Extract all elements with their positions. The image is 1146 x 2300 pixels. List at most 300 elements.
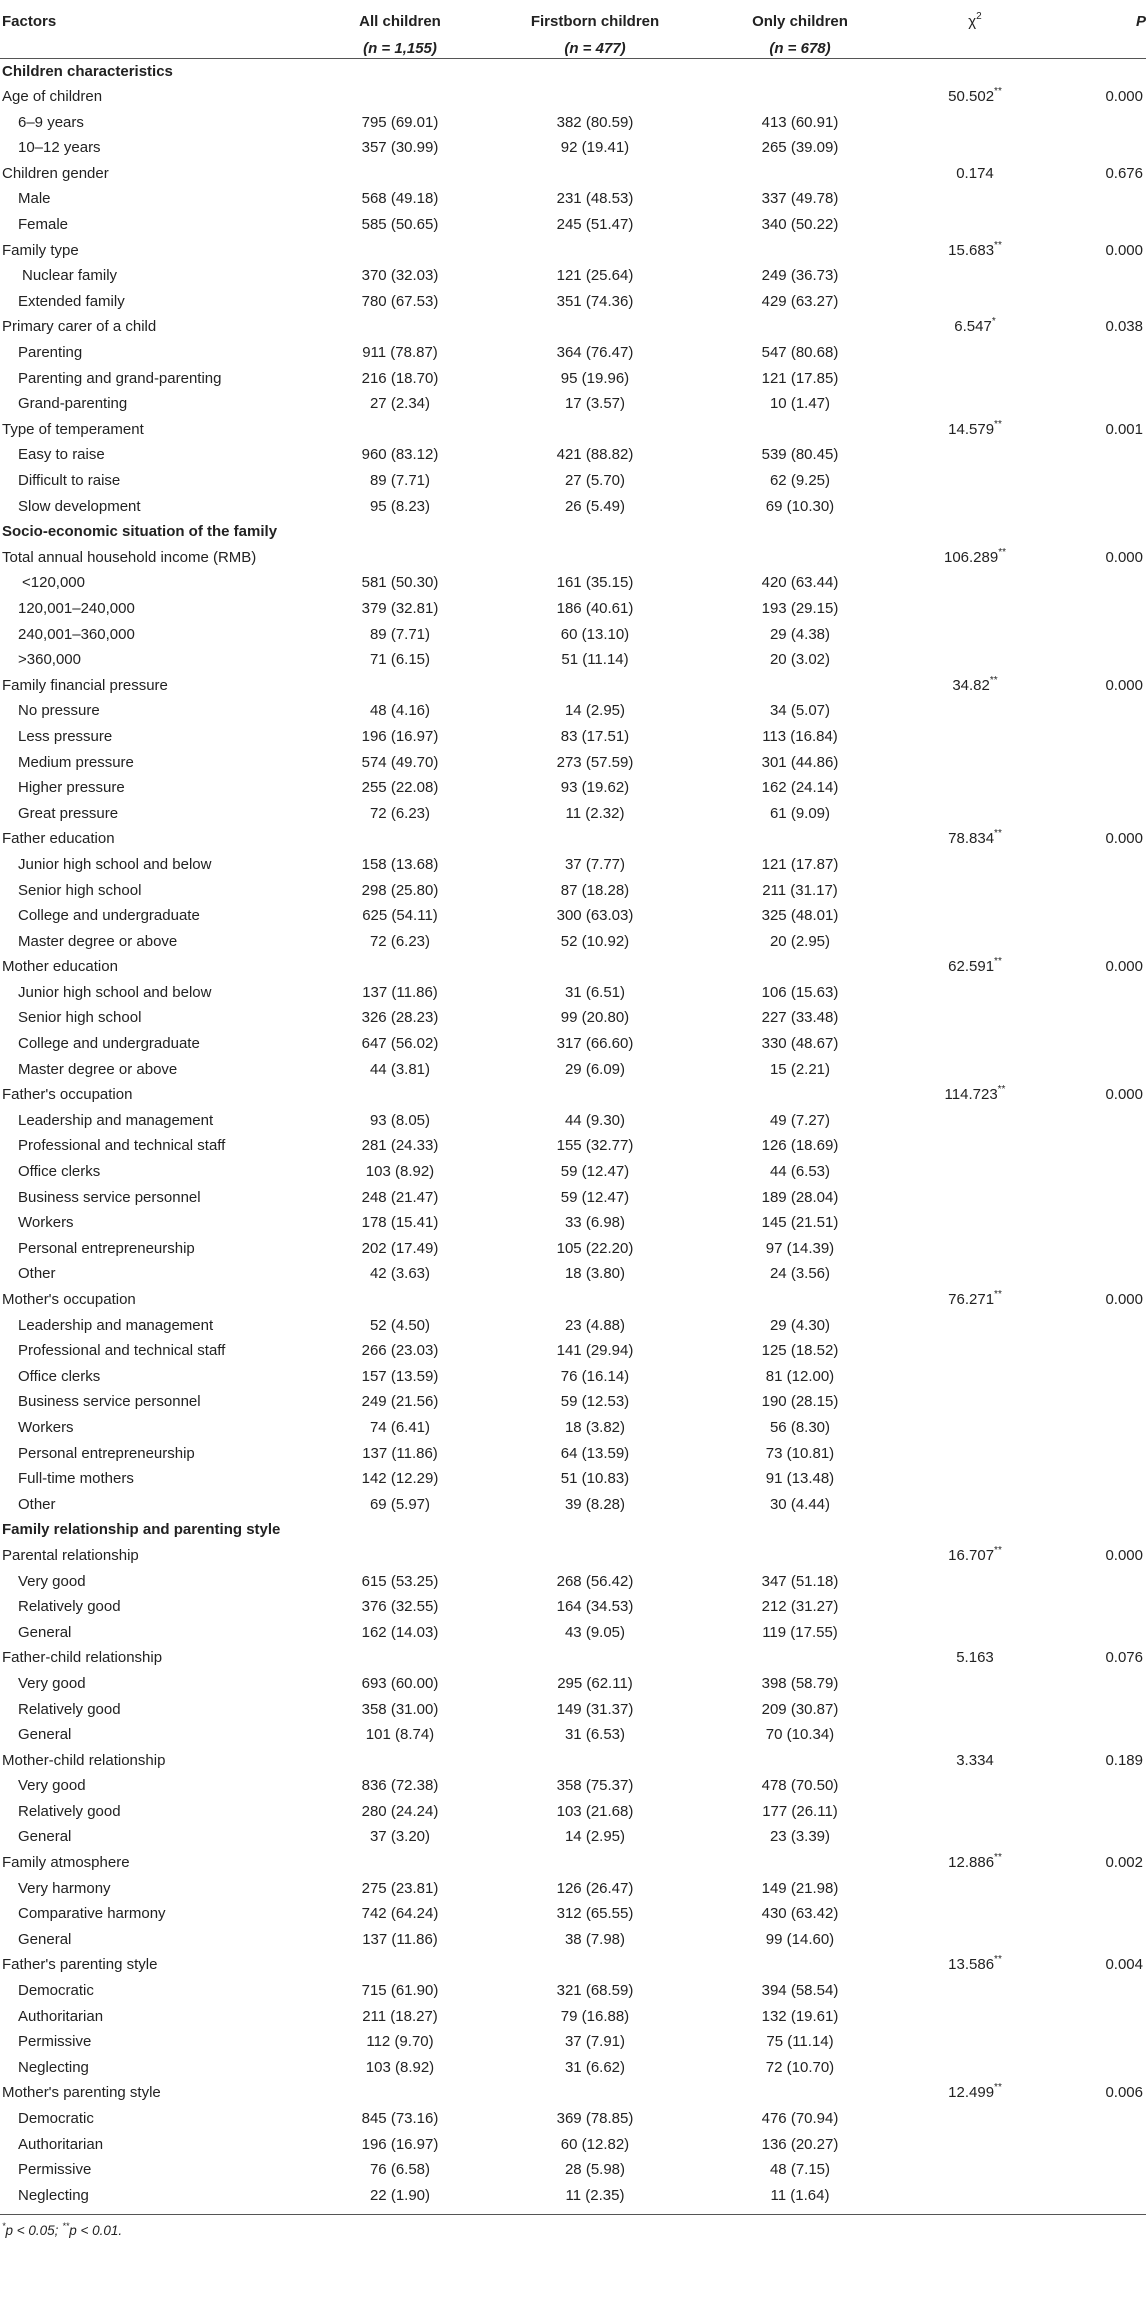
only-children-cell: 119 (17.55) xyxy=(762,1623,838,1641)
p-value-cell xyxy=(1040,622,1146,648)
only-children-cell: 10 (1.47) xyxy=(769,395,831,413)
factor-label: Family type xyxy=(2,241,79,259)
only-children-cell: 30 (4.44) xyxy=(769,1495,831,1513)
chi-square-value: 62.591 xyxy=(948,958,995,976)
chi-square-value: 13.586 xyxy=(948,1956,995,1974)
p-value-cell xyxy=(1040,366,1146,392)
all-children-cell xyxy=(300,826,500,852)
firstborn-cell xyxy=(500,2080,690,2106)
only-children-cell xyxy=(690,417,910,443)
factor-row xyxy=(0,673,1146,699)
firstborn-cell xyxy=(500,1543,690,1569)
table-row xyxy=(0,1773,1146,1799)
factor-label: Father education xyxy=(2,830,115,848)
chi-square-cell xyxy=(910,1082,1040,1108)
factor-label: Father's occupation xyxy=(2,1086,133,1104)
level-label: Senior high school xyxy=(18,1009,142,1027)
chi-square-cell xyxy=(910,1620,1040,1646)
table-row xyxy=(0,1824,1146,1850)
firstborn-cell: 64 (13.59) xyxy=(560,1444,630,1462)
chi-square-cell xyxy=(910,1952,1040,1978)
level-label: Very good xyxy=(18,1572,86,1590)
table-row xyxy=(0,1492,1146,1518)
only-children-cell: 15 (2.21) xyxy=(769,1060,831,1078)
significance-marker: * xyxy=(991,316,996,328)
firstborn-cell: 18 (3.80) xyxy=(564,1265,626,1283)
chi-square-cell xyxy=(910,2055,1040,2081)
factor-label: Family financial pressure xyxy=(2,676,168,694)
all-children-cell xyxy=(300,314,500,340)
firstborn-cell: 37 (7.77) xyxy=(564,855,626,873)
chi-square-value: 12.886 xyxy=(948,1854,995,1872)
p-value-cell: 0.038 xyxy=(1105,318,1143,336)
all-children-cell: 196 (16.97) xyxy=(361,2135,439,2153)
firstborn-cell: 14 (2.95) xyxy=(564,702,626,720)
all-children-cell: 248 (21.47) xyxy=(361,1188,439,1206)
firstborn-cell: 43 (9.05) xyxy=(564,1623,626,1641)
level-label: Office clerks xyxy=(18,1367,101,1385)
all-children-cell: 101 (8.74) xyxy=(365,1726,435,1744)
chi-square-cell xyxy=(910,186,1040,212)
only-children-cell: 61 (9.09) xyxy=(769,804,831,822)
p-value-cell: 0.000 xyxy=(1105,830,1143,848)
only-children-cell: 209 (30.87) xyxy=(761,1700,839,1718)
chi-square-cell xyxy=(910,698,1040,724)
all-children-cell: 71 (6.15) xyxy=(369,651,431,669)
p-value-cell xyxy=(1040,1031,1146,1057)
factor-label: Primary carer of a child xyxy=(2,318,157,336)
factor-label: Father-child relationship xyxy=(2,1649,163,1667)
table-row xyxy=(0,1722,1146,1748)
only-children-cell xyxy=(690,238,910,264)
only-children-cell: 121 (17.87) xyxy=(761,855,839,873)
chi-square-cell xyxy=(910,1645,1040,1671)
level-label: Other xyxy=(18,1495,56,1513)
level-label: Authoritarian xyxy=(18,2007,104,2025)
firstborn-cell: 155 (32.77) xyxy=(556,1137,634,1155)
p-value-cell xyxy=(1040,468,1146,494)
level-label: Leadership and management xyxy=(18,1316,214,1334)
all-children-cell: 103 (8.92) xyxy=(365,2058,435,2076)
firstborn-cell: 39 (8.28) xyxy=(564,1495,626,1513)
all-children-cell: 42 (3.63) xyxy=(369,1265,431,1283)
level-label: Very good xyxy=(18,1674,86,1692)
firstborn-cell: 126 (26.47) xyxy=(556,1879,634,1897)
level-label: General xyxy=(18,1930,72,1948)
only-children-cell xyxy=(690,161,910,187)
all-children-cell: 27 (2.34) xyxy=(369,395,431,413)
chi-square-cell xyxy=(910,468,1040,494)
table-row xyxy=(0,1901,1146,1927)
firstborn-cell: 28 (5.98) xyxy=(564,2161,626,2179)
firstborn-cell: 321 (68.59) xyxy=(556,1982,634,2000)
only-children-cell: 20 (3.02) xyxy=(769,651,831,669)
p-value-cell xyxy=(1040,1057,1146,1083)
all-children-cell xyxy=(300,161,500,187)
firstborn-cell: 60 (12.82) xyxy=(560,2135,630,2153)
level-label: Easy to raise xyxy=(18,446,105,464)
p-value-cell xyxy=(1040,1133,1146,1159)
section-row xyxy=(0,58,1146,84)
level-label: Difficult to raise xyxy=(18,472,121,489)
only-children-cell: 97 (14.39) xyxy=(765,1239,835,1257)
factor-row xyxy=(0,417,1146,443)
only-children-cell xyxy=(690,826,910,852)
firstborn-cell xyxy=(500,1748,690,1774)
all-children-cell: 326 (28.23) xyxy=(361,1009,439,1027)
level-label: Medium pressure xyxy=(18,753,134,771)
p-value-cell xyxy=(1040,1389,1146,1415)
only-children-cell: 23 (3.39) xyxy=(769,1828,831,1846)
p-value-cell xyxy=(1040,1415,1146,1441)
only-children-cell xyxy=(690,2080,910,2106)
p-value-cell xyxy=(1040,903,1146,929)
chi-square-cell xyxy=(910,1313,1040,1339)
chi-square-cell xyxy=(910,161,1040,187)
firstborn-cell: 59 (12.47) xyxy=(560,1188,630,1206)
all-children-cell: 72 (6.23) xyxy=(369,932,431,950)
chi-square-cell xyxy=(910,545,1040,571)
only-children-cell xyxy=(690,1287,910,1313)
chi-square-cell xyxy=(910,1850,1040,1876)
level-label: Very harmony xyxy=(18,1879,111,1897)
factor-row xyxy=(0,545,1146,571)
table-row xyxy=(0,1159,1146,1185)
all-children-cell: 76 (6.58) xyxy=(369,2161,431,2179)
p-value-cell: 0.001 xyxy=(1105,420,1143,438)
chi-square-cell xyxy=(910,1364,1040,1390)
all-children-cell: 72 (6.23) xyxy=(369,804,431,822)
significance-marker: ** xyxy=(994,828,1002,840)
all-children-cell: 112 (9.70) xyxy=(366,2033,434,2051)
factor-label: Mother's occupation xyxy=(2,1291,136,1308)
firstborn-cell: 60 (13.10) xyxy=(560,625,630,643)
chi-square-cell xyxy=(910,2004,1040,2030)
section-row xyxy=(0,519,1146,545)
all-children-cell: 960 (83.12) xyxy=(361,446,439,464)
p-value-cell xyxy=(1040,647,1146,673)
table-row xyxy=(0,2055,1146,2081)
p-value-cell: 0.000 xyxy=(1105,241,1143,259)
only-children-cell: 24 (3.56) xyxy=(769,1265,831,1283)
table-row xyxy=(0,1031,1146,1057)
factor-label: Mother-child relationship xyxy=(2,1751,166,1769)
level-label: Permissive xyxy=(18,2161,92,2179)
table-row xyxy=(0,1978,1146,2004)
only-children-cell: 193 (29.15) xyxy=(761,599,839,617)
all-children-cell xyxy=(300,1645,500,1671)
table-row xyxy=(0,340,1146,366)
only-children-cell: 430 (63.42) xyxy=(761,1905,839,1923)
level-label: Personal entrepreneurship xyxy=(18,1444,195,1462)
p-value-cell: 0.000 xyxy=(1105,88,1143,106)
firstborn-cell: 27 (5.70) xyxy=(564,472,626,489)
only-children-cell: 420 (63.44) xyxy=(761,574,839,592)
table-row xyxy=(0,2132,1146,2158)
level-label: Comparative harmony xyxy=(18,1905,166,1923)
chi-square-cell xyxy=(910,980,1040,1006)
table-row xyxy=(0,1057,1146,1083)
p-value-cell xyxy=(1040,2106,1146,2132)
p-value-cell: 0.002 xyxy=(1105,1854,1143,1872)
only-children-cell: 265 (39.09) xyxy=(761,139,839,157)
level-label: 10–12 years xyxy=(18,139,101,157)
chi-square-cell xyxy=(910,1210,1040,1236)
only-children-cell: 189 (28.04) xyxy=(761,1188,839,1206)
chi-square-cell xyxy=(910,263,1040,289)
factor-row xyxy=(0,1850,1146,1876)
all-children-cell xyxy=(300,2080,500,2106)
table-row xyxy=(0,1236,1146,1262)
all-children-cell xyxy=(300,1543,500,1569)
only-children-cell: 69 (10.30) xyxy=(765,497,835,515)
all-children-cell: 568 (49.18) xyxy=(361,190,439,208)
p-value-cell xyxy=(1040,1620,1146,1646)
level-label: <120,000 xyxy=(22,574,85,592)
firstborn-cell: 93 (19.62) xyxy=(560,779,630,797)
firstborn-cell: 52 (10.92) xyxy=(560,932,630,950)
firstborn-cell: 87 (18.28) xyxy=(560,881,630,899)
firstborn-cell: 141 (29.94) xyxy=(556,1342,634,1360)
section-row xyxy=(0,1517,1146,1543)
level-label: General xyxy=(18,1726,72,1744)
all-children-cell: 266 (23.03) xyxy=(361,1342,439,1360)
all-children-cell: 69 (5.97) xyxy=(369,1495,431,1513)
p-value-cell xyxy=(1040,2029,1146,2055)
factor-row xyxy=(0,2080,1146,2106)
only-children-cell: 91 (13.48) xyxy=(765,1470,835,1488)
firstborn-cell xyxy=(500,826,690,852)
chi-square-cell xyxy=(910,1748,1040,1774)
p-value-cell xyxy=(1040,494,1146,520)
all-children-cell: 370 (32.03) xyxy=(361,267,439,285)
only-children-cell: 29 (4.38) xyxy=(769,625,831,643)
only-children-cell: 212 (31.27) xyxy=(761,1598,839,1616)
only-children-cell: 478 (70.50) xyxy=(761,1777,839,1795)
chi-square-cell xyxy=(910,1031,1040,1057)
firstborn-cell: 17 (3.57) xyxy=(564,395,626,413)
only-children-cell: 34 (5.07) xyxy=(769,702,831,720)
only-children-cell: 11 (1.64) xyxy=(770,2186,830,2204)
table-row xyxy=(0,929,1146,955)
chi-square-cell xyxy=(910,1057,1040,1083)
only-children-cell: 337 (49.78) xyxy=(761,190,839,208)
chi-square-value: 76.271 xyxy=(948,1291,995,1308)
p-value-cell xyxy=(1040,2183,1146,2209)
p-value-cell xyxy=(1040,878,1146,904)
firstborn-cell xyxy=(500,673,690,699)
only-children-cell xyxy=(690,1952,910,1978)
chi-square-cell xyxy=(910,1108,1040,1134)
firstborn-cell xyxy=(500,161,690,187)
only-children-cell: 48 (7.15) xyxy=(769,2161,831,2179)
chi-square-value: 3.334 xyxy=(956,1751,994,1769)
firstborn-cell: 44 (9.30) xyxy=(564,1111,626,1129)
p-value-cell xyxy=(1040,1671,1146,1697)
p-value-cell xyxy=(1040,1466,1146,1492)
firstborn-cell: 382 (80.59) xyxy=(556,113,634,131)
all-children-cell: 845 (73.16) xyxy=(361,2110,439,2127)
level-label: Business service personnel xyxy=(18,1393,201,1411)
factor-row xyxy=(0,314,1146,340)
all-children-cell: 625 (54.11) xyxy=(362,907,438,925)
table-row xyxy=(0,903,1146,929)
level-label: Democratic xyxy=(18,2110,94,2127)
table-row xyxy=(0,2029,1146,2055)
only-children-cell: 73 (10.81) xyxy=(765,1444,835,1462)
table-header xyxy=(0,0,1146,58)
level-label: Master degree or above xyxy=(18,932,178,950)
p-value-cell xyxy=(1040,698,1146,724)
level-label: Extended family xyxy=(18,292,125,310)
table-row xyxy=(0,1415,1146,1441)
all-children-cell: 74 (6.41) xyxy=(369,1418,431,1436)
level-label: Relatively good xyxy=(18,1700,121,1718)
table-row xyxy=(0,468,1146,494)
p-value-cell: 0.000 xyxy=(1105,1291,1143,1308)
all-children-cell: 298 (25.80) xyxy=(361,881,439,899)
significance-marker: ** xyxy=(994,1954,1002,1966)
firstborn-cell: 11 (2.35) xyxy=(565,2186,625,2204)
level-label: General xyxy=(18,1623,72,1641)
factor-label: Age of children xyxy=(2,88,103,106)
table-row xyxy=(0,775,1146,801)
table-row xyxy=(0,698,1146,724)
factor-row xyxy=(0,1543,1146,1569)
chi-square-cell xyxy=(910,2157,1040,2183)
all-children-cell: 52 (4.50) xyxy=(369,1316,431,1334)
firstborn-cell xyxy=(500,1082,690,1108)
p-value-cell xyxy=(1040,980,1146,1006)
only-children-cell xyxy=(690,545,910,571)
level-label: Professional and technical staff xyxy=(18,1137,226,1155)
table-row xyxy=(0,1594,1146,1620)
firstborn-cell: 245 (51.47) xyxy=(556,216,634,234)
firstborn-cell: 268 (56.42) xyxy=(556,1572,634,1590)
level-label: Nuclear family xyxy=(22,267,118,285)
firstborn-cell: 23 (4.88) xyxy=(564,1316,626,1334)
header-chi-square: $\chi^2$ xyxy=(910,0,1040,58)
table-row xyxy=(0,750,1146,776)
all-children-cell: 137 (11.86) xyxy=(362,1930,438,1948)
all-children-cell: 357 (30.99) xyxy=(361,139,439,157)
table-row xyxy=(0,442,1146,468)
p-value-cell xyxy=(1040,801,1146,827)
level-label: College and undergraduate xyxy=(18,907,200,925)
only-children-cell: 547 (80.68) xyxy=(761,344,839,362)
p-value-cell xyxy=(1040,1159,1146,1185)
p-value-cell xyxy=(1040,1261,1146,1287)
p-value-cell xyxy=(1040,263,1146,289)
factor-row xyxy=(0,1952,1146,1978)
level-label: Workers xyxy=(18,1214,74,1232)
p-value-cell xyxy=(1040,1978,1146,2004)
firstborn-cell xyxy=(500,314,690,340)
only-children-cell xyxy=(690,673,910,699)
p-value-cell xyxy=(1040,1824,1146,1850)
only-children-cell: 145 (21.51) xyxy=(761,1214,839,1232)
firstborn-cell: 37 (7.91) xyxy=(564,2033,626,2051)
only-children-cell: 347 (51.18) xyxy=(761,1572,839,1590)
level-label: Relatively good xyxy=(18,1598,121,1616)
firstborn-cell: 186 (40.61) xyxy=(556,599,634,617)
firstborn-cell: 358 (75.37) xyxy=(556,1777,634,1795)
firstborn-cell: 149 (31.37) xyxy=(556,1700,634,1718)
table-row xyxy=(0,1364,1146,1390)
all-children-cell: 162 (14.03) xyxy=(361,1623,439,1641)
table-footnote: *p < 0.05; **p < 0.01. xyxy=(2,2220,123,2239)
chi-square-cell xyxy=(910,929,1040,955)
only-children-cell: 126 (18.69) xyxy=(761,1137,839,1155)
table-row xyxy=(0,212,1146,238)
level-label: Senior high school xyxy=(18,881,142,899)
only-children-cell: 301 (44.86) xyxy=(761,753,839,771)
section-heading: Family relationship and parenting style xyxy=(2,1521,281,1539)
p-value-cell xyxy=(1040,1569,1146,1595)
header-only-children: Only children (n = 678) xyxy=(690,0,910,58)
chi-square-cell xyxy=(910,1543,1040,1569)
only-children-cell: 81 (12.00) xyxy=(765,1367,835,1385)
p-value-cell: 0.076 xyxy=(1105,1649,1143,1667)
only-children-cell: 70 (10.34) xyxy=(765,1726,835,1744)
table-row xyxy=(0,186,1146,212)
table-row xyxy=(0,1927,1146,1953)
chi-square-cell xyxy=(910,2080,1040,2106)
table-row xyxy=(0,1466,1146,1492)
only-children-cell: 125 (18.52) xyxy=(761,1342,839,1360)
chi-square-cell xyxy=(910,1722,1040,1748)
all-children-cell: 281 (24.33) xyxy=(361,1137,439,1155)
chi-square-cell xyxy=(910,775,1040,801)
only-children-cell: 132 (19.61) xyxy=(761,2007,839,2025)
firstborn-cell xyxy=(500,1645,690,1671)
table-row xyxy=(0,2183,1146,2209)
table-row xyxy=(0,1389,1146,1415)
level-label: Female xyxy=(18,216,69,234)
level-label: Leadership and management xyxy=(18,1111,214,1129)
chi-square-cell xyxy=(910,903,1040,929)
level-label: Parenting and grand-parenting xyxy=(18,369,222,387)
firstborn-cell: 317 (66.60) xyxy=(556,1035,634,1053)
p-value-cell xyxy=(1040,1492,1146,1518)
level-label: Very good xyxy=(18,1777,86,1795)
only-children-cell: 539 (80.45) xyxy=(761,446,839,464)
only-children-cell: 325 (48.01) xyxy=(761,907,839,925)
p-value-cell xyxy=(1040,724,1146,750)
all-children-cell: 647 (56.02) xyxy=(361,1035,439,1053)
only-children-cell: 227 (33.48) xyxy=(761,1009,839,1027)
p-value-cell xyxy=(1040,852,1146,878)
chi-square-cell xyxy=(910,2106,1040,2132)
p-value-cell: 0.004 xyxy=(1105,1956,1143,1974)
header-all-children: All children (n = 1,155) xyxy=(300,0,500,58)
chi-square-cell xyxy=(910,366,1040,392)
chi-square-cell xyxy=(910,1697,1040,1723)
all-children-cell: 22 (1.90) xyxy=(369,2186,431,2204)
chi-square-cell xyxy=(910,1159,1040,1185)
level-label: Great pressure xyxy=(18,804,119,822)
significance-marker: ** xyxy=(994,1289,1002,1300)
firstborn-cell: 14 (2.95) xyxy=(564,1828,626,1846)
factor-row xyxy=(0,161,1146,187)
chi-square-cell xyxy=(910,238,1040,264)
significance-marker: ** xyxy=(994,1852,1002,1864)
all-children-cell: 836 (72.38) xyxy=(361,1777,439,1795)
all-children-cell: 280 (24.24) xyxy=(361,1802,439,1820)
only-children-cell: 75 (11.14) xyxy=(766,2033,834,2051)
only-children-cell: 249 (36.73) xyxy=(761,267,839,285)
table-row xyxy=(0,622,1146,648)
